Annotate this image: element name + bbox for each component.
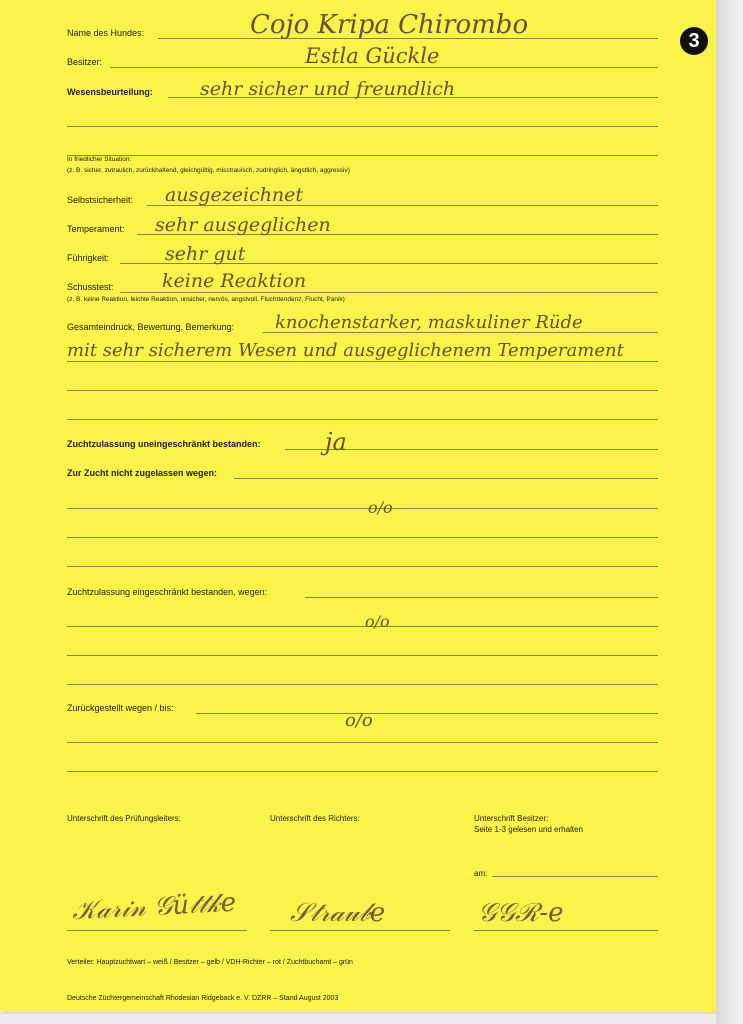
date-label: am: [474,869,488,878]
peaceful-situation-hint: (z. B. sicher, zutraulich, zurückhaltend, gleichgültig, misstrauisch, zudringlich, ängstlich, aggressiv) [67,167,350,174]
blank-line [67,508,658,509]
not-admitted-line [234,478,658,479]
restricted-label: Zuchtzulassung eingeschränkt bestanden, wegen: [67,587,268,597]
deferred-value[interactable]: o/o [345,710,373,731]
blank-line [67,419,658,420]
overall-value-line1[interactable]: knochenstarker, maskuliner Rüde [275,312,583,333]
owner-label: Besitzer: [67,57,103,67]
blank-line [67,390,658,391]
page-number-badge: 3 [680,27,708,55]
dog-name-value[interactable]: Cojo Kripa Chirombo [250,10,529,40]
owner-signature[interactable]: 𝒢𝒢ℛ-𝑒 [478,898,564,928]
not-admitted-value[interactable]: o/o [368,498,393,517]
owner-signature-label: Unterschrift Besitzer: [474,814,549,823]
handling-value[interactable]: sehr gut [165,243,246,265]
handling-label: Führigkeit: [67,253,110,263]
temperament-label: Temperament: [67,224,125,234]
owner-signature-line [474,930,658,931]
restricted-value[interactable]: o/o [365,612,390,631]
temperament-eval-label: Wesensbeurteilung: [67,87,153,97]
owner-value[interactable]: Estla Gückle [305,44,440,68]
gunshot-hint: (z. B. keine Reaktion, leichte Reaktion, unsicher, nervös, angstvoll, Fluchttendenz, Flucht, Panik) [67,296,345,303]
restricted-line [305,597,658,598]
judge-signature-label: Unterschrift des Richters: [270,814,360,823]
dog-name-label: Name des Hundes: [67,28,145,38]
test-leader-signature-label: Unterschrift des Prüfungsleiters: [67,814,181,823]
gunshot-line [120,292,658,293]
blank-line [67,655,658,656]
gunshot-label: Schusstest: [67,282,114,292]
publisher-note: Deutsche Züchtergemeinschaft Rhodesian Ridgeback e. V. DZRR – Stand August 2003 [67,995,339,1002]
test-leader-signature[interactable]: 𝒦𝒶𝓇𝒾𝓃 𝒢ü𝓉𝓉𝓀𝑒 [71,887,237,927]
distribution-note: Verteiler: Hauptzuchtwart – weiß / Besitzer – gelb / VDH-Richter – rot / Zuchtbuchamt – grün [67,959,353,966]
gunshot-value[interactable]: keine Reaktion [162,270,307,292]
peaceful-situation-label: In friedlicher Situation: [67,156,132,163]
blank-line [67,684,658,685]
blank-line [67,566,658,567]
judge-signature[interactable]: 𝒮𝓉𝓇𝒶𝓊𝒷𝑒 [290,898,386,928]
background-edge [716,0,743,1024]
self-confidence-label: Selbstsicherheit: [67,195,134,205]
blank-line [67,126,658,127]
overall-line-2 [67,361,658,362]
overall-label: Gesamteindruck, Bewertung, Bemerkung: [67,322,235,332]
blank-line [67,742,658,743]
unrestricted-value[interactable]: ja [325,428,347,456]
deferred-line [196,713,658,714]
temperament-eval-value[interactable]: sehr sicher und freundlich [200,78,456,100]
blank-line [67,537,658,538]
owner-signature-note: Seite 1-3 gelesen und erhalten [474,825,583,834]
date-line [492,876,658,877]
blank-line [67,771,658,772]
blank-line [67,626,658,627]
temperament-value[interactable]: sehr ausgeglichen [155,214,331,236]
judge-signature-line [270,930,450,931]
test-leader-signature-line [67,930,247,931]
overall-value-line2[interactable]: mit sehr sicherem Wesen und ausgeglichenem Temperament [67,340,624,361]
blank-line [67,155,658,156]
self-confidence-value[interactable]: ausgezeichnet [165,184,304,206]
not-admitted-label: Zur Zucht nicht zugelassen wegen: [67,468,218,478]
unrestricted-label: Zuchtzulassung uneingeschränkt bestanden: [67,439,261,449]
deferred-label: Zurückgestellt wegen / bis: [67,703,174,713]
